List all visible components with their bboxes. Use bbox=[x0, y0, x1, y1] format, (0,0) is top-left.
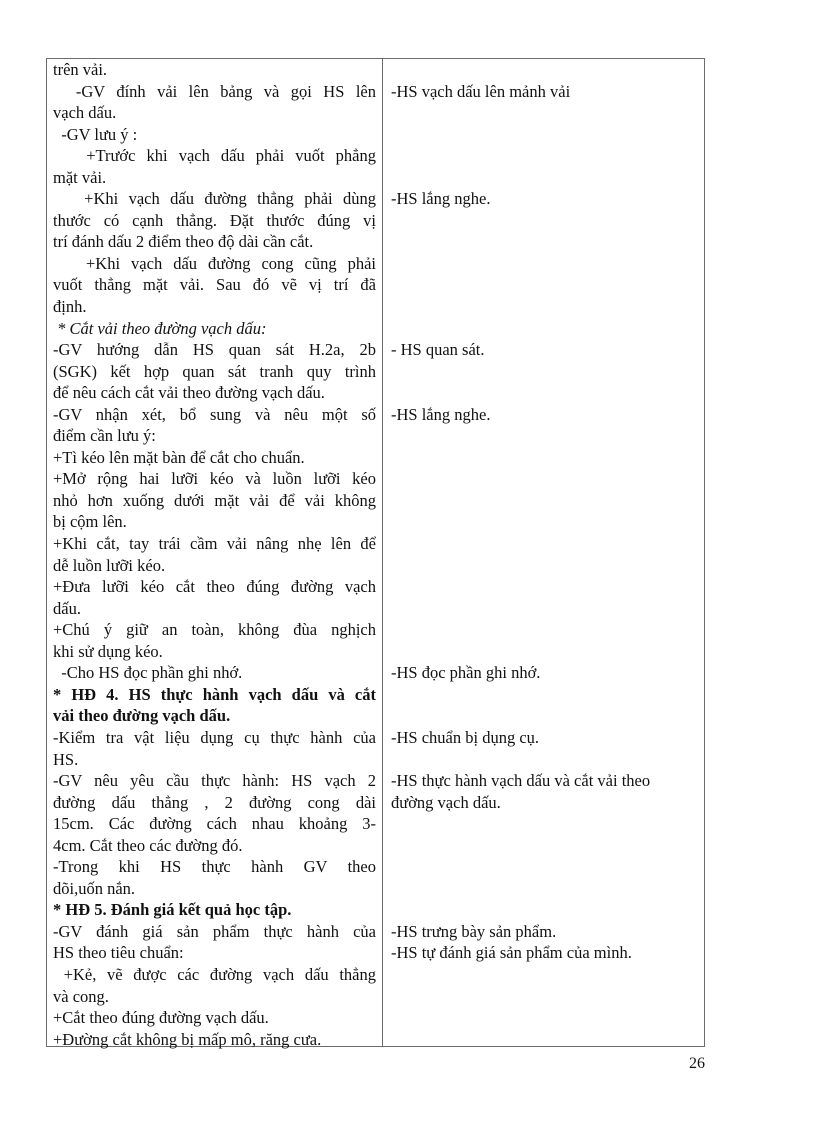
teacher-line: +Chú ý giữ an toàn, không đùa nghịch bbox=[53, 620, 376, 640]
student-line: -HS vạch dấu lên mảnh vải bbox=[391, 81, 571, 101]
teacher-activities-column bbox=[53, 59, 376, 1050]
teacher-line: -GV nhận xét, bổ sung và nêu một số bbox=[53, 404, 376, 424]
teacher-line: +Tì kéo lên mặt bàn để cắt cho chuẩn. bbox=[53, 447, 305, 467]
teacher-line: dõi,uốn nắn. bbox=[53, 878, 136, 898]
teacher-line: 4cm. Cắt theo các đường đó. bbox=[53, 835, 243, 855]
teacher-line: nhỏ hơn xuống dưới mặt vải để vải không bbox=[53, 490, 376, 510]
teacher-line: trên vải. bbox=[53, 60, 108, 79]
teacher-line: đường dấu thẳng , 2 đường cong dài bbox=[53, 792, 376, 812]
teacher-line: +Cắt theo đúng đường vạch dấu. bbox=[53, 1008, 269, 1028]
teacher-line: HS theo tiêu chuẩn: bbox=[53, 943, 184, 963]
teacher-line: vuốt thẳng mặt vải. Sau đó vẽ vị trí đã bbox=[53, 275, 376, 295]
teacher-line: dấu. bbox=[53, 598, 81, 618]
teacher-line: -GV nêu yêu cầu thực hành: HS vạch 2 bbox=[53, 771, 376, 791]
teacher-line: định. bbox=[53, 297, 87, 317]
teacher-line: +Khi vạch dấu đường thẳng phải dùng bbox=[53, 189, 376, 209]
teacher-line: -Kiểm tra vật liệu dụng cụ thực hành của bbox=[53, 727, 376, 747]
student-line: -HS tự đánh giá sản phẩm của mình. bbox=[391, 943, 632, 963]
teacher-line: +Trước khi vạch dấu phải vuốt phẳng bbox=[53, 146, 376, 166]
student-line: -HS lắng nghe. bbox=[391, 189, 491, 209]
teacher-line: -GV lưu ý : bbox=[53, 124, 138, 144]
student-line: - HS quan sát. bbox=[391, 340, 485, 360]
teacher-line: +Mở rộng hai lưỡi kéo và luồn lưỡi kéo bbox=[53, 469, 376, 489]
student-line: -HS thực hành vạch dấu và cắt vải theo bbox=[391, 771, 651, 791]
teacher-line: * HĐ 4. HS thực hành vạch dấu và cắt bbox=[53, 684, 376, 704]
teacher-line: bị cộm lên. bbox=[53, 512, 127, 532]
teacher-line: +Đường cắt không bị mấp mô, răng cưa. bbox=[53, 1029, 322, 1049]
student-line: -HS trưng bày sản phẩm. bbox=[391, 921, 557, 941]
teacher-line: -Trong khi HS thực hành GV theo bbox=[53, 857, 376, 877]
teacher-line: -GV đánh giá sản phẩm thực hành của bbox=[53, 921, 376, 941]
page-number: 26 bbox=[689, 1055, 705, 1072]
teacher-line: và cong. bbox=[53, 986, 109, 1006]
teacher-line: +Khi cắt, tay trái cầm vải nâng nhẹ lên để bbox=[53, 534, 376, 554]
teacher-line: vải theo đường vạch dấu. bbox=[53, 706, 231, 726]
teacher-line: +Khi vạch dấu đường cong cũng phải bbox=[53, 253, 376, 273]
student-line: -HS đọc phần ghi nhớ. bbox=[391, 663, 541, 683]
teacher-line: * HĐ 5. Đánh giá kết quả học tập. bbox=[53, 900, 292, 920]
teacher-line: +Kẻ, vẽ được các đường vạch dấu thẳng bbox=[53, 964, 376, 984]
teacher-line: HS. bbox=[53, 749, 79, 769]
student-line: -HS lắng nghe. bbox=[391, 404, 491, 424]
teacher-line: 15cm. Các đường cách nhau khoảng 3- bbox=[53, 814, 376, 834]
teacher-line: để nêu cách cắt vải theo đường vạch dấu. bbox=[53, 383, 325, 403]
teacher-line: -GV hướng dẫn HS quan sát H.2a, 2b bbox=[53, 340, 376, 360]
column-divider bbox=[382, 58, 383, 1047]
teacher-line: thước có cạnh thẳng. Đặt thước đúng vị bbox=[53, 210, 376, 230]
teacher-line: * Cắt vải theo đường vạch dấu: bbox=[53, 318, 267, 338]
teacher-line: -Cho HS đọc phần ghi nhớ. bbox=[53, 663, 243, 683]
student-line: đường vạch dấu. bbox=[391, 792, 501, 812]
teacher-line: (SGK) kết hợp quan sát tranh quy trình bbox=[53, 361, 376, 381]
teacher-line: điểm cần lưu ý: bbox=[53, 426, 156, 446]
teacher-line: dễ luồn lưỡi kéo. bbox=[53, 555, 166, 575]
teacher-line: mặt vải. bbox=[53, 167, 107, 187]
teacher-line: -GV đính vải lên bảng và gọi HS lên bbox=[53, 81, 376, 101]
teacher-line: +Đưa lưỡi kéo cắt theo đúng đường vạch bbox=[53, 577, 376, 597]
student-activities-column bbox=[391, 59, 701, 964]
teacher-line: trí đánh dấu 2 điểm theo độ dài cần cắt. bbox=[53, 232, 314, 252]
student-line: -HS chuẩn bị dụng cụ. bbox=[391, 727, 540, 747]
teacher-line: vạch dấu. bbox=[53, 103, 117, 123]
teacher-line: khi sử dụng kéo. bbox=[53, 641, 163, 661]
